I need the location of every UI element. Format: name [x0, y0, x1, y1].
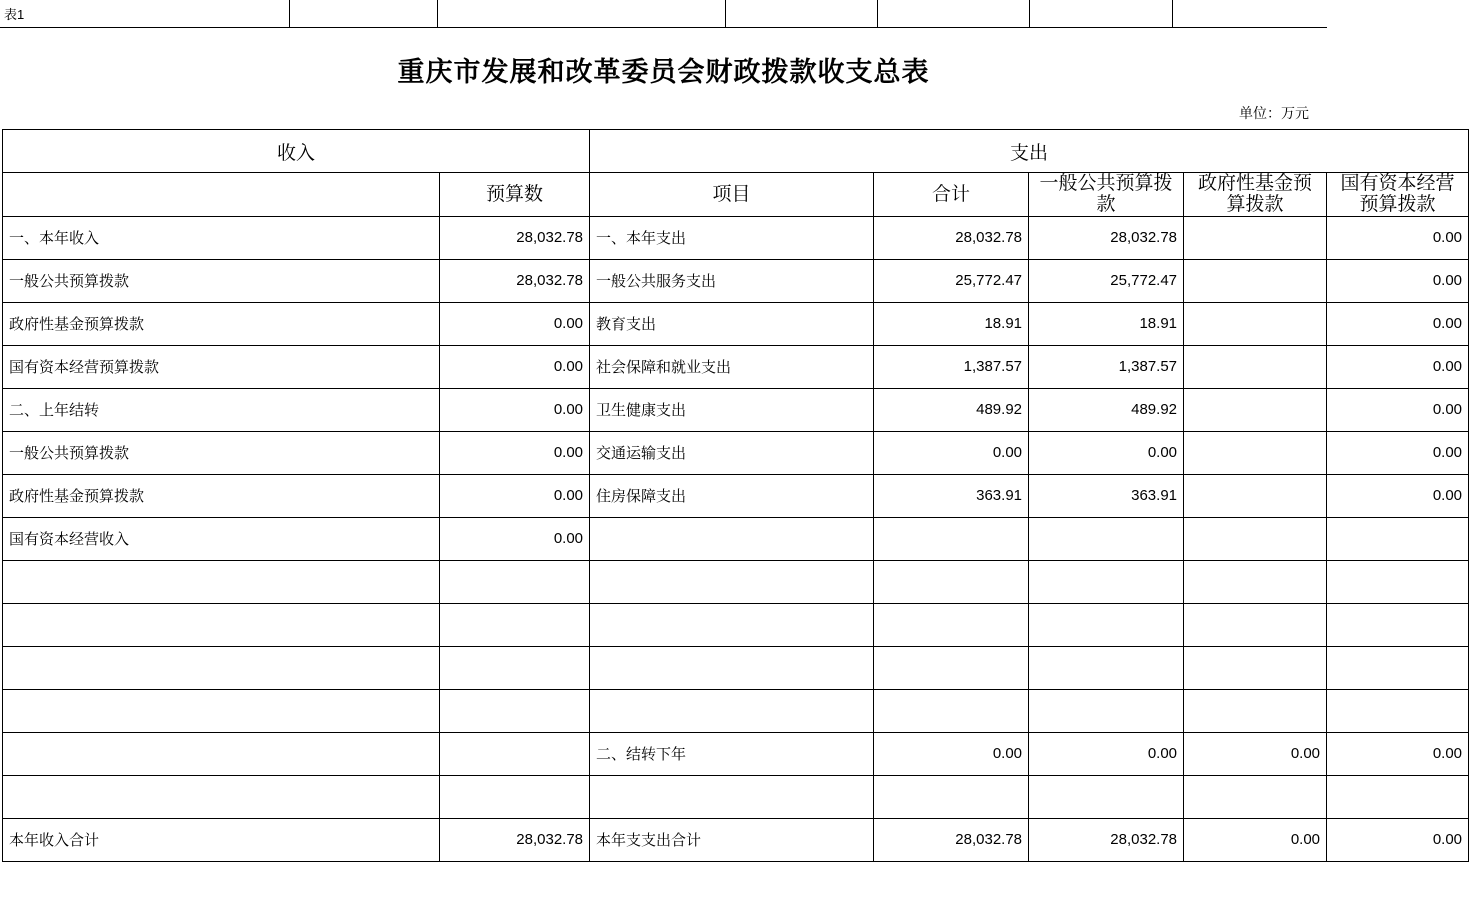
row-income-name	[3, 646, 440, 689]
table-row	[3, 646, 1469, 689]
header-expense-group: 支出	[590, 130, 1469, 173]
row-expense-total: 0.00	[874, 732, 1029, 775]
row-income-name	[3, 775, 440, 818]
table-row	[3, 302, 1469, 345]
unit-note: 单位：万元	[1239, 105, 1309, 121]
row-income-value: 0.00	[440, 474, 590, 517]
row-expense-capital	[1327, 603, 1469, 646]
row-expense-fund	[1184, 474, 1327, 517]
row-income-name	[3, 689, 440, 732]
row-expense-capital	[1327, 775, 1469, 818]
row-income-name	[3, 560, 440, 603]
row-income-value	[440, 560, 590, 603]
total-expense-fund: 0.00	[1184, 818, 1327, 861]
row-income-name: 政府性基金预算拨款	[3, 474, 440, 517]
total-expense-general: 28,032.78	[1029, 818, 1184, 861]
row-expense-fund	[1184, 302, 1327, 345]
table-row	[3, 603, 1469, 646]
row-expense-fund	[1184, 775, 1327, 818]
row-income-value	[440, 646, 590, 689]
row-expense-general: 25,772.47	[1029, 259, 1184, 302]
row-expense-total: 0.00	[874, 431, 1029, 474]
page-title: 重庆市发展和改革委员会财政拨款收支总表	[397, 57, 930, 87]
row-expense-total	[874, 603, 1029, 646]
row-expense-general	[1029, 603, 1184, 646]
row-expense-name: 教育支出	[590, 302, 874, 345]
table-row	[3, 474, 1469, 517]
row-income-value	[440, 775, 590, 818]
table-row	[3, 517, 1469, 560]
row-expense-fund	[1184, 259, 1327, 302]
row-income-name: 一般公共预算拨款	[3, 431, 440, 474]
row-income-value: 0.00	[440, 517, 590, 560]
row-expense-capital	[1327, 689, 1469, 732]
header-income-name	[3, 173, 440, 217]
row-expense-name: 二、结转下年	[590, 732, 874, 775]
row-expense-capital	[1327, 646, 1469, 689]
row-expense-general: 18.91	[1029, 302, 1184, 345]
total-income-value: 28,032.78	[440, 818, 590, 861]
row-expense-capital: 0.00	[1327, 259, 1469, 302]
table-row	[3, 732, 1469, 775]
row-income-name: 一般公共预算拨款	[3, 259, 440, 302]
row-expense-general: 28,032.78	[1029, 216, 1184, 259]
top-ruler-strip	[0, 0, 1327, 28]
row-expense-general	[1029, 560, 1184, 603]
row-income-name: 政府性基金预算拨款	[3, 302, 440, 345]
row-income-value: 28,032.78	[440, 216, 590, 259]
row-expense-fund	[1184, 560, 1327, 603]
total-income-name: 本年收入合计	[3, 818, 440, 861]
row-expense-fund	[1184, 689, 1327, 732]
ruler-segment	[1030, 0, 1173, 28]
table-total-row	[3, 818, 1469, 861]
row-expense-total: 18.91	[874, 302, 1029, 345]
ruler-segment	[726, 0, 878, 28]
header-expense-general: 一般公共预算拨款	[1029, 173, 1184, 217]
row-expense-name: 卫生健康支出	[590, 388, 874, 431]
row-expense-general	[1029, 689, 1184, 732]
row-expense-capital: 0.00	[1327, 431, 1469, 474]
row-expense-name: 一般公共服务支出	[590, 259, 874, 302]
total-expense-name: 本年支支出合计	[590, 818, 874, 861]
row-expense-general: 1,387.57	[1029, 345, 1184, 388]
table-row	[3, 345, 1469, 388]
row-expense-capital: 0.00	[1327, 345, 1469, 388]
row-expense-general	[1029, 517, 1184, 560]
row-expense-capital: 0.00	[1327, 216, 1469, 259]
sheet-label: 表1	[4, 7, 25, 22]
table-body	[3, 216, 1469, 818]
header-expense-fund: 政府性基金预算拨款	[1184, 173, 1327, 217]
row-expense-total	[874, 560, 1029, 603]
table-row	[3, 775, 1469, 818]
row-expense-total: 1,387.57	[874, 345, 1029, 388]
row-expense-name	[590, 560, 874, 603]
header-income-budget: 预算数	[440, 173, 590, 217]
row-income-value: 28,032.78	[440, 259, 590, 302]
row-expense-fund	[1184, 646, 1327, 689]
row-expense-capital	[1327, 560, 1469, 603]
row-expense-name: 住房保障支出	[590, 474, 874, 517]
row-expense-name	[590, 646, 874, 689]
row-income-value: 0.00	[440, 345, 590, 388]
header-expense-capital: 国有资本经营预算拨款	[1327, 173, 1469, 217]
row-income-value	[440, 689, 590, 732]
row-expense-name: 交通运输支出	[590, 431, 874, 474]
row-expense-total: 25,772.47	[874, 259, 1029, 302]
table-header-row	[3, 173, 1469, 217]
row-expense-name	[590, 775, 874, 818]
row-expense-total	[874, 646, 1029, 689]
row-income-value	[440, 603, 590, 646]
row-expense-name: 社会保障和就业支出	[590, 345, 874, 388]
row-income-value: 0.00	[440, 431, 590, 474]
header-expense-item: 项目	[590, 173, 874, 217]
table-row	[3, 259, 1469, 302]
row-expense-fund	[1184, 345, 1327, 388]
row-income-value: 0.00	[440, 388, 590, 431]
row-expense-total	[874, 775, 1029, 818]
row-expense-total: 363.91	[874, 474, 1029, 517]
row-income-name: 二、上年结转	[3, 388, 440, 431]
row-expense-total	[874, 689, 1029, 732]
table-row	[3, 560, 1469, 603]
row-expense-fund	[1184, 388, 1327, 431]
row-expense-general: 489.92	[1029, 388, 1184, 431]
row-expense-capital	[1327, 517, 1469, 560]
row-expense-name	[590, 603, 874, 646]
row-income-name: 国有资本经营收入	[3, 517, 440, 560]
row-income-value	[440, 732, 590, 775]
row-expense-fund	[1184, 603, 1327, 646]
row-income-value: 0.00	[440, 302, 590, 345]
row-expense-name	[590, 517, 874, 560]
sheet-label-cell	[0, 0, 290, 28]
table-row	[3, 431, 1469, 474]
row-expense-general: 0.00	[1029, 431, 1184, 474]
table-header-group-row	[3, 130, 1469, 173]
row-expense-general	[1029, 646, 1184, 689]
row-expense-total: 489.92	[874, 388, 1029, 431]
header-expense-total: 合计	[874, 173, 1029, 217]
row-expense-fund	[1184, 517, 1327, 560]
row-expense-name	[590, 689, 874, 732]
table-row	[3, 216, 1469, 259]
row-income-name: 国有资本经营预算拨款	[3, 345, 440, 388]
row-expense-total: 28,032.78	[874, 216, 1029, 259]
row-expense-capital: 0.00	[1327, 302, 1469, 345]
row-expense-fund	[1184, 216, 1327, 259]
row-expense-capital: 0.00	[1327, 732, 1469, 775]
row-expense-total	[874, 517, 1029, 560]
row-expense-capital: 0.00	[1327, 388, 1469, 431]
row-expense-general: 0.00	[1029, 732, 1184, 775]
total-expense-total: 28,032.78	[874, 818, 1029, 861]
total-expense-capital: 0.00	[1327, 818, 1469, 861]
row-expense-general	[1029, 775, 1184, 818]
ruler-segment	[1173, 0, 1325, 28]
ruler-segment	[290, 0, 438, 28]
row-income-name: 一、本年收入	[3, 216, 440, 259]
row-expense-fund: 0.00	[1184, 732, 1327, 775]
table-row	[3, 689, 1469, 732]
row-income-name	[3, 732, 440, 775]
ruler-segment	[878, 0, 1030, 28]
row-expense-fund	[1184, 431, 1327, 474]
ruler-segment	[438, 0, 726, 28]
table-row	[3, 388, 1469, 431]
row-expense-general: 363.91	[1029, 474, 1184, 517]
header-income-group: 收入	[3, 130, 590, 173]
row-income-name	[3, 603, 440, 646]
row-expense-name: 一、本年支出	[590, 216, 874, 259]
row-expense-capital: 0.00	[1327, 474, 1469, 517]
budget-table	[2, 129, 1469, 862]
